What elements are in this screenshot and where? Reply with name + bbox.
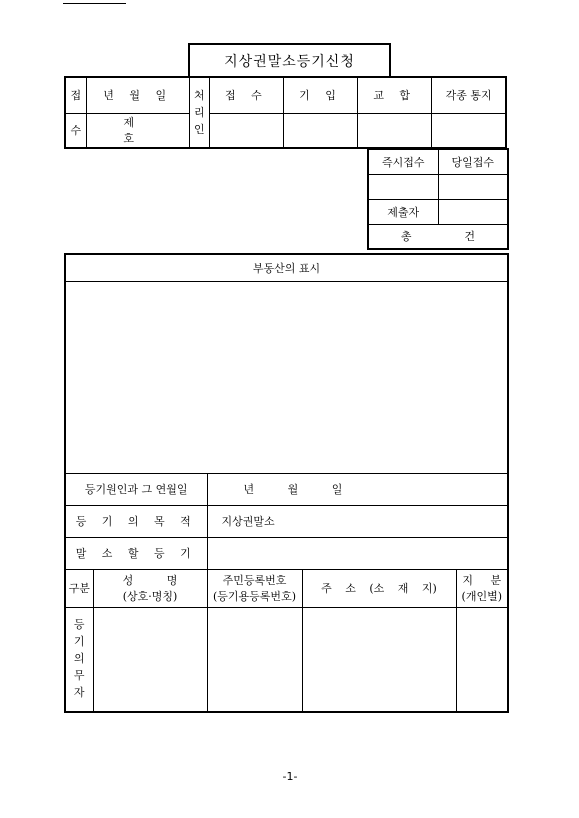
receipt-label-top: 접 <box>65 77 86 113</box>
immediate-receipt-cell[interactable] <box>368 174 438 199</box>
stamp-entry[interactable] <box>283 113 357 148</box>
property-header: 부동산의 표시 <box>65 254 508 281</box>
col-share: 지 분 (개인별) <box>456 569 508 607</box>
same-day-receipt-label: 당일접수 <box>438 149 508 174</box>
same-day-receipt-cell[interactable] <box>438 174 508 199</box>
top-rule <box>63 3 126 4</box>
header-receipt: 접 수 <box>209 77 283 113</box>
header-notices: 각종 통지 <box>432 77 506 113</box>
cancel-value[interactable] <box>207 537 508 569</box>
receipt-number: 제 호 <box>86 113 189 148</box>
receipt-date: 년 월 일 <box>86 77 189 113</box>
total-count: 총 건 <box>368 224 508 249</box>
filing-table <box>367 148 509 250</box>
property-description-area[interactable] <box>65 281 508 473</box>
page-number: -1- <box>282 770 298 783</box>
cause-label: 등기원인과 그 연월일 <box>65 473 207 505</box>
col-address: 주 소 (소 재 지) <box>302 569 456 607</box>
cause-value[interactable]: 년 월 일 <box>207 473 508 505</box>
cancel-label: 말 소 할 등 기 <box>65 537 207 569</box>
obligor-registration-cell[interactable] <box>207 607 302 712</box>
obligor-name-cell[interactable] <box>93 607 207 712</box>
purpose-label: 등 기 의 목 적 <box>65 505 207 537</box>
main-form-table <box>64 253 509 713</box>
page-title: 지상권말소등기신청 <box>188 43 391 76</box>
submitter-label: 제출자 <box>368 199 438 224</box>
purpose-value[interactable]: 지상권말소 <box>207 505 508 537</box>
col-name: 성 명 (상호·명칭) <box>93 569 207 607</box>
col-gubun: 구분 <box>65 569 93 607</box>
header-entry: 기 입 <box>283 77 357 113</box>
header-collation: 교 합 <box>358 77 432 113</box>
receipt-table <box>64 76 507 149</box>
obligor-address-cell[interactable] <box>302 607 456 712</box>
stamp-receipt[interactable] <box>209 113 283 148</box>
immediate-receipt-label: 즉시접수 <box>368 149 438 174</box>
receipt-label-bottom: 수 <box>65 113 86 148</box>
submitter-cell[interactable] <box>438 199 508 224</box>
process-label: 처 리 인 <box>189 77 209 148</box>
obligor-share-cell[interactable] <box>456 607 508 712</box>
col-registration-number: 주민등록번호 (등기용등록번호) <box>207 569 302 607</box>
stamp-notices[interactable] <box>432 113 506 148</box>
stamp-collation[interactable] <box>358 113 432 148</box>
obligor-label: 등 기 의 무 자 <box>65 607 93 712</box>
